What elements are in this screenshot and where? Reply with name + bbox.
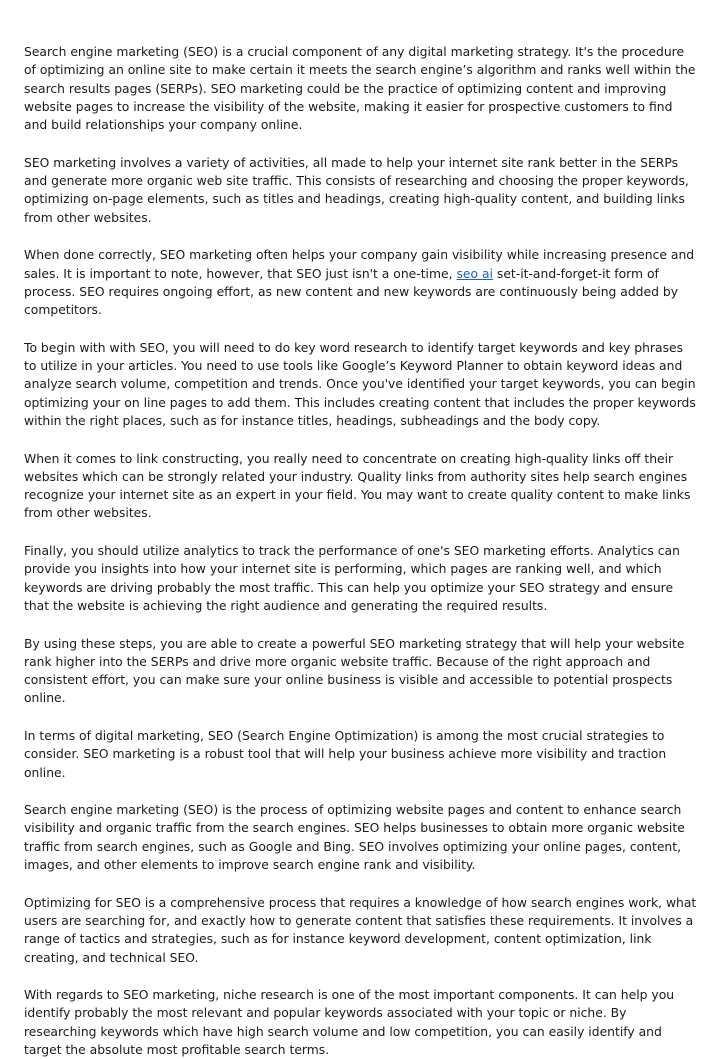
paragraph-keyword-research: To begin with with SEO, you will need to do key word research to identify target keywords and key phrases to utilize in your articles. You need to use tools like Google’s Keyword Planner to obtain keyword ideas and analyze search volume, competition and trends. Once you've identified your target keywords, you can begin optimizing your on line pages to add them. This includes creating content that includes the proper keywords within the right places, such as for instance titles, headings, subheadings and the body copy. xyxy=(24,340,696,428)
paragraph-seo-process: Search engine marketing (SEO) is the process of optimizing website pages and content to enhance search visibility and organic traffic from the search engines. SEO helps businesses to obtain more organic website traffic from search engines, such as Google and Bing. SEO involves optimizing your online pages, content, images, and other elements to improve search engine rank and visibility. xyxy=(24,803,685,873)
paragraph-seo-definition: Search engine marketing (SEO) is a crucial component of any digital marketing strategy. It's the procedure of optimizing an online site to make certain it meets the search engine’s algorithm and ranks well within the search results pages (SERPs). SEO marketing could be the practice of optimizing content and improving website pages to increase the visibility of the website, making it easier for prospective customers to find and build relationships your company online. xyxy=(24,45,696,133)
seo-ai-link[interactable]: seo ai xyxy=(456,266,493,281)
paragraph-text-before-link: When done correctly, SEO marketing often helps your company gain visibility while increasing presence and sales. It is important to note, however, that SEO just isn't a one-time, xyxy=(24,248,695,281)
paragraph-ongoing-effort xyxy=(24,246,698,319)
paragraph-link-building: When it comes to link constructing, you really need to concentrate on creating high-quality links off their websites which can be strongly related your industry. Quality links from authority sites help search engines recognize your internet site as an expert in your field. You may want to create quality content to make links from other websites. xyxy=(24,451,691,521)
paragraph-niche-research: With regards to SEO marketing, niche research is one of the most important components. It can help you identify probably the most relevant and popular keywords associated with your topic or niche. By researching keywords which have high search volume and low competition, you can easily identify and target the absolute most profitable search terms. xyxy=(24,988,675,1058)
paragraph-analytics: Finally, you should utilize analytics to track the performance of one's SEO marketing efforts. Analytics can provide you insights into how your internet site is performing, which pages are ranking well, and which keywords are driving probably the most traffic. This can help you optimize your SEO strategy and ensure that the website is achieving the right audience and generating the required results. xyxy=(24,544,680,613)
paragraph-text-after-link: set-it-and-forget-it form of process. SEO requires ongoing effort, as new content and new keywords are continuously being added by competitors. xyxy=(24,266,679,318)
paragraph-digital-marketing: In terms of digital marketing, SEO (Search Engine Optimization) is among the most crucial strategies to consider. SEO marketing is a robust tool that will help your business achieve more visibility and traction online. xyxy=(24,728,667,780)
paragraph-optimizing: Optimizing for SEO is a comprehensive process that requires a knowledge of how search engines work, what users are searching for, and exactly how to generate content that satisfies these requirements. It involves a range of tactics and strategies, such as for instance keyword development, content optimization, link creating, and technical SEO. xyxy=(24,895,697,965)
paragraph-strategy-summary: By using these steps, you are able to create a powerful SEO marketing strategy that will help your website rank higher into the SERPs and drive more organic website traffic. Because of the right approach and consistent effort, you can make sure your online business is visible and accessible to potential prospects online. xyxy=(24,636,685,706)
paragraph-seo-activities: SEO marketing involves a variety of activities, all made to help your internet site rank better in the SERPs and generate more organic web site traffic. This consists of researching and choosing the proper keywords, optimizing on-page elements, such as titles and headings, creating high-quality content, and building links from other websites. xyxy=(24,155,689,225)
